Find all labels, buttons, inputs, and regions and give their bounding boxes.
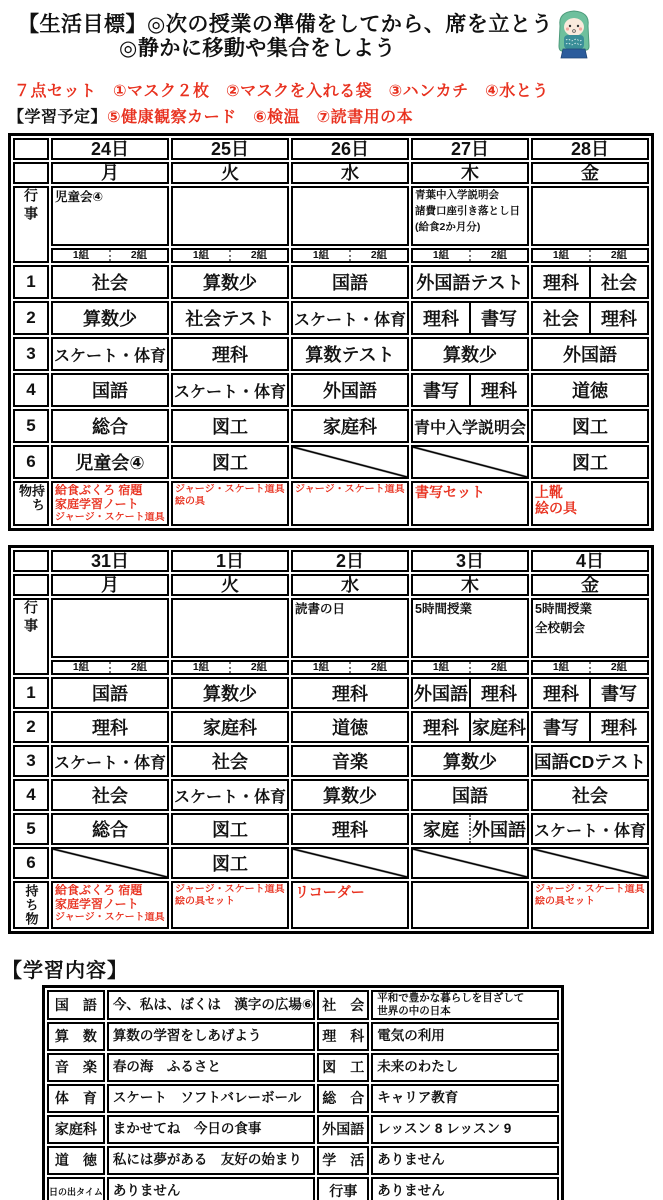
subject-label: 社 会 — [317, 990, 369, 1019]
weekday-cell: 木 — [411, 162, 529, 184]
class-group-cell — [51, 248, 169, 263]
group2-label: 2組 — [469, 662, 527, 673]
group1-label: 1組 — [72, 249, 90, 262]
subject-content: レッスン 8 レッスン 9 — [371, 1115, 559, 1144]
period-row-4 — [13, 373, 649, 407]
weekday-cell: 木 — [411, 574, 529, 596]
group1-label: 1組 — [432, 661, 450, 674]
subject-label: 行事 — [317, 1177, 369, 1200]
subject-cell: 算数少 — [411, 337, 529, 371]
content-row — [47, 1084, 559, 1113]
date-cell: 24日 — [51, 138, 169, 160]
date-cell: 27日 — [411, 138, 529, 160]
period-row-6 — [13, 445, 649, 479]
events-label-text: 行事 — [23, 600, 39, 637]
cancelled-cell — [51, 847, 169, 879]
belonging-item: 給食ぶくろ 宿題 — [55, 484, 143, 498]
group2-label: 2組 — [469, 250, 527, 261]
subject-content: 私には夢がある 友好の始まり — [107, 1146, 315, 1175]
group2-label: 2組 — [229, 662, 287, 673]
study-plan-items: ⑤健康観察カード ⑥検温 ⑦読書用の本 — [107, 109, 414, 127]
period-number: 2 — [13, 301, 49, 335]
belongings-cell — [531, 481, 649, 526]
belonging-item: 給食ぶくろ 宿題 — [55, 884, 143, 898]
subject-cell: 青中入学説明会 — [411, 409, 529, 443]
events-row-label — [13, 186, 49, 263]
subject-cell: 児童会④ — [51, 445, 169, 479]
event-cell — [531, 598, 649, 658]
subject-label: 理 科 — [317, 1022, 369, 1051]
belonging-item: ジャージ・スケート道具 — [535, 884, 645, 896]
period-number: 6 — [13, 847, 49, 879]
event-text: 読書の日 — [295, 602, 346, 617]
subject-cell: 総合 — [51, 813, 169, 845]
subject-cell: 算数少 — [171, 677, 289, 709]
subject-content: 今、私は、ぼくは 漢字の広場⑥ — [107, 990, 315, 1019]
subject-cell-split: 社会 理科 — [531, 301, 649, 335]
date-cell: 4日 — [531, 550, 649, 572]
period-number: 3 — [13, 337, 49, 371]
group2-label: 2組 — [349, 662, 407, 673]
belonging-item: 絵の具 — [535, 500, 577, 517]
belonging-item: 絵の具セット — [535, 895, 595, 907]
period-number: 6 — [13, 445, 49, 479]
weekday-cell: 火 — [171, 574, 289, 596]
period-number: 5 — [13, 813, 49, 845]
subject-cell: 算数少 — [291, 779, 409, 811]
period-row-6 — [13, 847, 649, 879]
mascot-image — [550, 6, 598, 64]
subject-cell: 道徳 — [531, 373, 649, 407]
group1-label: 1組 — [72, 661, 90, 674]
subject-cell: 音楽 — [291, 745, 409, 777]
cancelled-cell — [411, 445, 529, 479]
date-cell: 3日 — [411, 550, 529, 572]
subject-cell: 図工 — [171, 445, 289, 479]
subject-cell: 社会 — [171, 745, 289, 777]
events-row-label — [13, 598, 49, 675]
date-row — [13, 550, 649, 572]
events-row — [13, 186, 649, 246]
group2-label: 2組 — [109, 250, 167, 261]
class-group-row — [13, 248, 649, 263]
life-goal-line1: ◎次の授業の準備をしてから、席を立とう — [147, 13, 553, 36]
subject-cell: 国語 — [411, 779, 529, 811]
subject-cell: 社会 — [51, 779, 169, 811]
weekday-cell: 月 — [51, 574, 169, 596]
belongings-cell — [171, 881, 289, 929]
belonging-item: ジャージ・スケート道具 — [55, 911, 165, 923]
weekday-cell: 火 — [171, 162, 289, 184]
subject-cell-split: 書写 理科 — [411, 373, 529, 407]
subject-cell: 外国語 — [531, 337, 649, 371]
event-cell — [411, 598, 529, 658]
event-cell — [171, 598, 289, 658]
subject-cell: 国語 — [291, 265, 409, 299]
subject-cell: 道徳 — [291, 711, 409, 743]
period-row-1 — [13, 265, 649, 299]
event-cell — [291, 186, 409, 246]
corner-cell — [13, 550, 49, 572]
class-group-cell — [411, 248, 529, 263]
subject-cell: 図工 — [171, 409, 289, 443]
subject-cell: スケート・体育 — [171, 373, 289, 407]
event-text: 5時間授業 — [535, 602, 592, 617]
period-number: 1 — [13, 265, 49, 299]
subject-cell: 社会 — [531, 779, 649, 811]
event-cell — [51, 598, 169, 658]
subject-cell: 図工 — [171, 847, 289, 879]
belonging-item: 上靴 — [535, 484, 563, 501]
weekday-cell: 水 — [291, 162, 409, 184]
subject-label: 総 合 — [317, 1084, 369, 1113]
belonging-item: ジャージ・スケート道具 — [175, 484, 285, 496]
learning-content-table — [42, 985, 564, 1200]
subject-cell-split: 書写 理科 — [531, 711, 649, 743]
subject-cell: 家庭科 — [291, 409, 409, 443]
belonging-item: ジャージ・スケート道具 — [55, 511, 165, 523]
content-row — [47, 1022, 559, 1051]
subject-content: 平和で豊かな暮らしを目ざして 世界の中の日本 — [371, 990, 559, 1019]
subject-label: 家庭科 — [47, 1115, 105, 1144]
period-row-3 — [13, 337, 649, 371]
period-row-1 — [13, 677, 649, 709]
belonging-item: ジャージ・スケート道具 — [175, 884, 285, 896]
date-cell: 31日 — [51, 550, 169, 572]
content-row — [47, 1053, 559, 1082]
period-number: 4 — [13, 373, 49, 407]
belonging-item: 絵の具 — [175, 495, 205, 507]
subject-cell: 理科 — [291, 813, 409, 845]
period-row-4 — [13, 779, 649, 811]
class-group-cell — [171, 248, 289, 263]
subject-content: 算数の学習をしあげよう — [107, 1022, 315, 1051]
content-row — [47, 990, 559, 1019]
belongings-cell — [291, 481, 409, 526]
belongings-row-label — [13, 881, 49, 929]
belonging-item: ジャージ・スケート道具 — [295, 484, 405, 496]
date-cell: 28日 — [531, 138, 649, 160]
belongings-row-label — [13, 481, 49, 526]
group1-label: 1組 — [312, 249, 330, 262]
date-row — [13, 138, 649, 160]
belonging-item: 家庭学習ノート — [55, 498, 139, 512]
class-group-cell — [291, 660, 409, 675]
belongings-cell — [171, 481, 289, 526]
corner-cell — [13, 574, 49, 596]
subject-cell: 図工 — [531, 409, 649, 443]
belongings-row — [13, 881, 649, 929]
event-cell — [411, 186, 529, 246]
subject-label: 学 活 — [317, 1146, 369, 1175]
group2-label: 2組 — [349, 250, 407, 261]
week1-schedule-table — [8, 133, 654, 531]
belonging-item: 家庭学習ノート — [55, 898, 139, 912]
subject-content: 電気の利用 — [371, 1022, 559, 1051]
date-cell: 1日 — [171, 550, 289, 572]
cancelled-cell — [531, 847, 649, 879]
group1-label: 1組 — [312, 661, 330, 674]
subject-content: ありません — [371, 1146, 559, 1175]
subject-cell-split: 理科 書写 — [411, 301, 529, 335]
period-number: 1 — [13, 677, 49, 709]
seven-item-set-line: ７点セット ①マスク２枚 ②マスクを入れる袋 ③ハンカチ ④水とう — [14, 83, 549, 101]
subject-cell: 外国語 — [291, 373, 409, 407]
group2-label: 2組 — [229, 250, 287, 261]
weekday-cell: 水 — [291, 574, 409, 596]
belongings-row — [13, 481, 649, 526]
subject-label: 体 育 — [47, 1084, 105, 1113]
subject-cell: 図工 — [531, 445, 649, 479]
date-cell: 25日 — [171, 138, 289, 160]
subject-cell: 算数少 — [411, 745, 529, 777]
belongings-cell — [531, 881, 649, 929]
subject-cell: スケート・体育 — [291, 301, 409, 335]
subject-cell: スケート・体育 — [51, 745, 169, 777]
subject-cell: 外国語テスト — [411, 265, 529, 299]
subject-content: キャリア教育 — [371, 1084, 559, 1113]
class-group-cell — [171, 660, 289, 675]
group1-label: 1組 — [192, 661, 210, 674]
subject-cell-split: 家庭 外国語 — [411, 813, 529, 845]
life-goal-line2: ◎静かに移動や集合をしよう — [119, 37, 396, 61]
belongings-cell — [51, 881, 169, 929]
subject-cell: 理科 — [291, 677, 409, 709]
content-row — [47, 1146, 559, 1175]
subject-cell: 社会テスト — [171, 301, 289, 335]
subject-content: 未来のわたし — [371, 1053, 559, 1082]
period-number: 4 — [13, 779, 49, 811]
subject-cell: 国語 — [51, 373, 169, 407]
corner-cell — [13, 138, 49, 160]
cancelled-cell — [291, 445, 409, 479]
period-number: 3 — [13, 745, 49, 777]
belongings-label-text: 持ち物 — [23, 884, 39, 927]
belongings-label-text: 持ち物 — [17, 484, 45, 513]
date-cell: 2日 — [291, 550, 409, 572]
belongings-cell — [411, 481, 529, 526]
event-cell — [531, 186, 649, 246]
period-row-5 — [13, 813, 649, 845]
belongings-cell — [51, 481, 169, 526]
subject-cell-split: 理科 書写 — [531, 677, 649, 709]
learning-content-heading: 【学習内容】 — [2, 960, 128, 983]
study-plan-label: 【学習予定】 — [8, 109, 108, 127]
period-row-2 — [13, 301, 649, 335]
group2-label: 2組 — [109, 662, 167, 673]
period-row-5 — [13, 409, 649, 443]
group2-label: 2組 — [589, 662, 647, 673]
weekday-row — [13, 574, 649, 596]
life-goal-label: 【生活目標】 — [18, 13, 147, 36]
subject-content: 春の海 ふるさと — [107, 1053, 315, 1082]
class-group-cell — [531, 248, 649, 263]
event-cell — [291, 598, 409, 658]
subject-label: 日の出タイム — [47, 1177, 105, 1200]
group1-label: 1組 — [432, 249, 450, 262]
subject-cell: スケート・体育 — [531, 813, 649, 845]
subject-cell: スケート・体育 — [51, 337, 169, 371]
subject-cell-split: 理科 社会 — [531, 265, 649, 299]
group2-label: 2組 — [589, 250, 647, 261]
date-cell: 26日 — [291, 138, 409, 160]
subject-cell: 理科 — [171, 337, 289, 371]
subject-cell: 算数少 — [171, 265, 289, 299]
event-cell — [171, 186, 289, 246]
event-text: 諸費口座引き落とし日 — [415, 204, 520, 217]
subject-cell: 家庭科 — [171, 711, 289, 743]
content-row — [47, 1177, 559, 1200]
weekday-row — [13, 162, 649, 184]
subject-cell: 理科 — [51, 711, 169, 743]
class-group-cell — [291, 248, 409, 263]
period-row-3 — [13, 745, 649, 777]
weekday-cell: 金 — [531, 162, 649, 184]
event-cell — [51, 186, 169, 246]
study-plan-line — [8, 104, 663, 127]
event-text: 5時間授業 — [415, 602, 472, 617]
week2-schedule-table — [8, 545, 654, 934]
subject-cell: 社会 — [51, 265, 169, 299]
group1-label: 1組 — [552, 661, 570, 674]
belonging-item: 絵の具セット — [175, 895, 235, 907]
event-text: 児童会④ — [55, 190, 104, 205]
events-row — [13, 598, 649, 658]
subject-content: ありません — [371, 1177, 559, 1200]
belonging-item: リコーダー — [295, 884, 365, 901]
belongings-cell — [291, 881, 409, 929]
class-group-cell — [411, 660, 529, 675]
subject-cell: スケート・体育 — [171, 779, 289, 811]
subject-content: ありません — [107, 1177, 315, 1200]
subject-cell: 国語CDテスト — [531, 745, 649, 777]
weekday-cell: 月 — [51, 162, 169, 184]
subject-cell: 図工 — [171, 813, 289, 845]
belongings-cell — [411, 881, 529, 929]
period-row-2 — [13, 711, 649, 743]
subject-cell: 算数少 — [51, 301, 169, 335]
subject-cell: 算数テスト — [291, 337, 409, 371]
period-number: 5 — [13, 409, 49, 443]
subject-cell: 国語 — [51, 677, 169, 709]
events-label-text: 行事 — [23, 188, 39, 225]
subject-label: 算 数 — [47, 1022, 105, 1051]
subject-label: 図 工 — [317, 1053, 369, 1082]
subject-label: 道 徳 — [47, 1146, 105, 1175]
class-group-cell — [531, 660, 649, 675]
subject-label: 外国語 — [317, 1115, 369, 1144]
subject-label: 音 楽 — [47, 1053, 105, 1082]
event-text: 全校朝会 — [535, 620, 586, 635]
subject-cell: 総合 — [51, 409, 169, 443]
period-number: 2 — [13, 711, 49, 743]
subject-label: 国 語 — [47, 990, 105, 1019]
subject-content: まかせてね 今日の食事 — [107, 1115, 315, 1144]
event-text: (給食2か月分) — [415, 220, 481, 233]
corner-cell — [13, 162, 49, 184]
weekday-cell: 金 — [531, 574, 649, 596]
belonging-item: 書写セット — [415, 484, 485, 501]
subject-cell-split: 外国語 理科 — [411, 677, 529, 709]
class-group-cell — [51, 660, 169, 675]
class-group-row — [13, 660, 649, 675]
group1-label: 1組 — [552, 249, 570, 262]
subject-content: スケート ソフトバレーボール — [107, 1084, 315, 1113]
subject-cell-split: 理科 家庭科 — [411, 711, 529, 743]
group1-label: 1組 — [192, 249, 210, 262]
event-text: 青葉中入学説明会 — [415, 189, 499, 202]
cancelled-cell — [291, 847, 409, 879]
content-row — [47, 1115, 559, 1144]
cancelled-cell — [411, 847, 529, 879]
